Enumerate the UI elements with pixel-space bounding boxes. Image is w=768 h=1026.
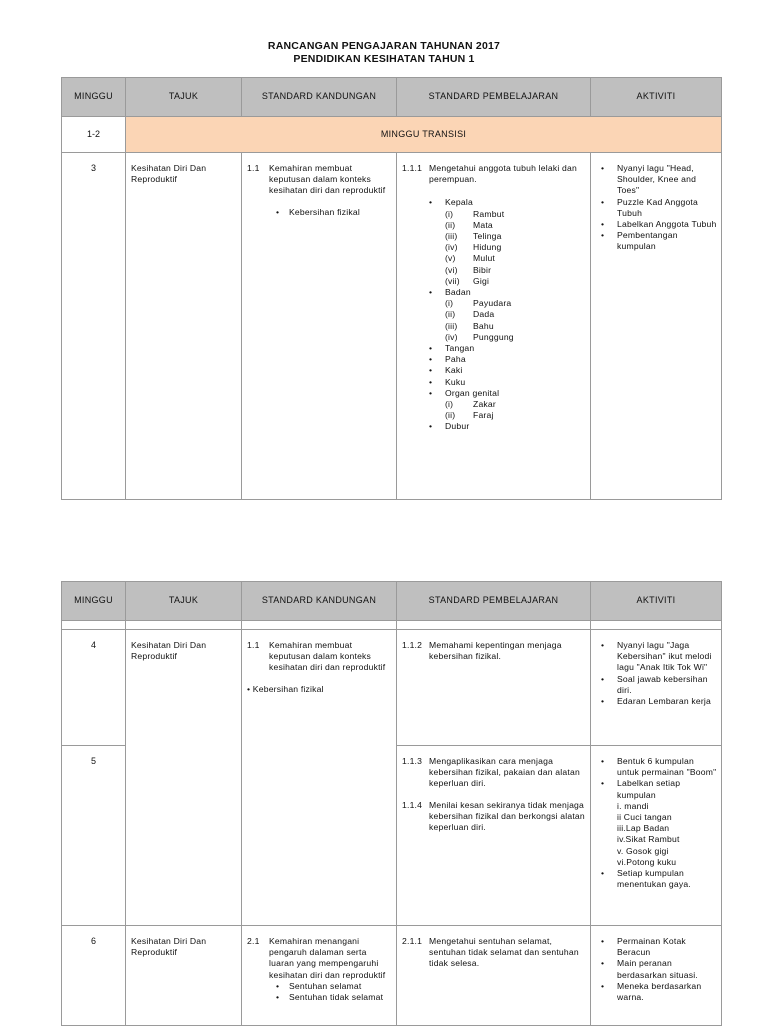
- sp-sub-list: [445, 399, 586, 421]
- sp-list-item: [424, 343, 586, 354]
- sk-bullet: • Kebersihan fizikal: [271, 207, 392, 218]
- week-cell: 5: [62, 746, 126, 926]
- aktiviti-cell: [591, 746, 722, 926]
- sk-text: Kemahiran menangani pengaruh dalaman serta luaran yang mempengaruhi kesihatan diri dan reproduktif: [269, 936, 386, 980]
- tajuk-cell: [126, 630, 242, 926]
- header-standard-kandungan: STANDARD KANDUNGAN: [242, 582, 397, 621]
- sp-list-item: [424, 421, 586, 432]
- aktiviti-cell: [591, 153, 722, 500]
- aktiviti-item: • Meneka berdasarkan warna.: [596, 981, 717, 1003]
- aktiviti-item: • Edaran Lembaran kerja: [596, 696, 717, 707]
- header-tajuk: TAJUK: [126, 582, 242, 621]
- header-standard-kandungan: STANDARD KANDUNGAN: [242, 78, 397, 117]
- aktiviti-item: • Nyanyi lagu "Head, Shoulder, Knee and Toes": [596, 163, 717, 197]
- sk-text: Kemahiran membuat keputusan dalam konteks kesihatan diri dan reproduktif: [269, 163, 386, 196]
- aktiviti-item: • Nyanyi lagu "Jaga Kebersihan" ikut melodi lagu "Anak Itik Tok Wi": [596, 640, 717, 674]
- sp-item-label: Dubur: [445, 421, 470, 432]
- sp-sub-item: [445, 321, 586, 332]
- week-cell: 1-2: [62, 117, 126, 153]
- sp-list-item: [424, 354, 586, 365]
- aktiviti-list: [596, 936, 717, 1003]
- sp-cell: [397, 630, 591, 746]
- table-row-week-3: [62, 153, 722, 500]
- tajuk-cell: [126, 153, 242, 500]
- sp-number: 1.1.4: [402, 799, 423, 810]
- sp-cell: [397, 926, 591, 1026]
- sp-item-label: Organ genital: [445, 387, 500, 398]
- aktiviti-item: • Labelkan Anggota Tubuh: [596, 219, 717, 230]
- aktiviti-item: • Labelkan setiap kumpulan i. mandi ii Cuci tangan iii.Lap Badan iv.Sikat Rambut v. Gosok gigi vi.Potong kuku: [596, 778, 717, 868]
- header-minggu: MINGGU: [62, 582, 126, 621]
- aktiviti-list: [596, 163, 717, 253]
- sp-sub-item: [445, 309, 586, 320]
- plan-table-1: [61, 77, 722, 500]
- sp-sub-list: [445, 298, 586, 343]
- sp-text: Memahami kepentingan menjaga kebersihan fizikal.: [429, 640, 562, 662]
- sp-sub-text: Dada: [473, 309, 495, 320]
- sp-item-label: Paha: [445, 354, 466, 365]
- sp-number: 2.1.1: [402, 936, 423, 946]
- header-minggu: MINGGU: [62, 78, 126, 117]
- aktiviti-list: [596, 756, 717, 890]
- table-header-row: [62, 78, 722, 117]
- sp-sub-text: Telinga: [473, 231, 502, 242]
- sp-sub-numeral: (ii): [445, 309, 456, 320]
- header-standard-pembelajaran: STANDARD PEMBELAJARAN: [397, 78, 591, 117]
- sp-sub-item: [445, 265, 586, 276]
- tajuk-text: Kesihatan Diri Dan Reproduktif: [131, 936, 207, 958]
- sp-number: 1.1.3: [402, 756, 423, 766]
- sp-sub-item: [445, 209, 586, 220]
- aktiviti-sub-item: iii.Lap Badan: [617, 823, 670, 834]
- sp-text: Mengaplikasikan cara menjaga kebersihan fizikal, pakaian dan alatan keperluan diri.: [429, 756, 580, 789]
- sk-bullet: • Kebersihan fizikal: [247, 683, 324, 694]
- aktiviti-sub-item: ii Cuci tangan: [617, 812, 672, 823]
- sk-number: 1.1: [247, 640, 260, 650]
- week-cell: 4: [62, 630, 126, 746]
- aktiviti-sub-item: iv.Sikat Rambut: [617, 834, 680, 845]
- sp-sub-text: Mata: [473, 219, 493, 230]
- sp-list-item: [424, 388, 586, 422]
- sp-sub-numeral: (iv): [445, 331, 458, 342]
- sk-cell: [242, 630, 397, 926]
- sp-item-label: Tangan: [445, 343, 475, 354]
- sp-item-label: Kepala: [445, 197, 473, 208]
- header-aktiviti: AKTIVITI: [591, 78, 722, 117]
- sp-sub-numeral: (i): [445, 298, 454, 309]
- sp-sub-text: Payudara: [473, 298, 512, 309]
- sp-sub-text: Rambut: [473, 208, 505, 219]
- sp-sub-text: Gigi: [473, 275, 490, 286]
- aktiviti-sub-list: [617, 801, 717, 868]
- table-row-transisi: [62, 117, 722, 153]
- sp-sub-numeral: (iii): [445, 320, 458, 331]
- sp-sub-list: [445, 209, 586, 287]
- table-row-week-6: [62, 926, 722, 1026]
- table-row-week-4: [62, 630, 722, 746]
- sp-cell: [397, 153, 591, 500]
- aktiviti-cell: [591, 926, 722, 1026]
- sp-sub-numeral: (ii): [445, 219, 456, 230]
- sp-text: Mengetahui sentuhan selamat, sentuhan tidak selamat dan sentuhan tidak selesa.: [429, 936, 579, 969]
- sp-sub-text: Faraj: [473, 410, 494, 421]
- tajuk-text: Kesihatan Diri Dan Reproduktif: [131, 640, 207, 662]
- sp-sub-numeral: (vii): [445, 275, 460, 286]
- sp-sub-numeral: (i): [445, 399, 454, 410]
- sp-text: Mengetahui anggota tubuh lelaki dan perempuan.: [429, 163, 577, 185]
- sk-cell: [242, 153, 397, 500]
- spacer-row: [62, 621, 722, 630]
- sp-sub-numeral: (iv): [445, 242, 458, 253]
- transisi-label: MINGGU TRANSISI: [126, 117, 722, 153]
- sp-sub-numeral: (v): [445, 253, 456, 264]
- aktiviti-cell: [591, 630, 722, 746]
- aktiviti-item: • Permainan Kotak Beracun: [596, 936, 717, 958]
- sp-sub-numeral: (i): [445, 208, 454, 219]
- sk-bullet: • Sentuhan tidak selamat: [271, 992, 392, 1003]
- sk-number: 2.1: [247, 936, 260, 946]
- sp-sub-item: [445, 242, 586, 253]
- sp-sub-item: [445, 253, 586, 264]
- sp-list-item: [424, 377, 586, 388]
- sk-bullet: • Sentuhan selamat: [271, 981, 392, 992]
- sp-item-list: [402, 197, 586, 432]
- sp-sub-text: Punggung: [473, 331, 514, 342]
- aktiviti-item: • Pembentangan kumpulan: [596, 230, 717, 252]
- sp-cell: [397, 746, 591, 926]
- sp-list-item: [424, 287, 586, 343]
- aktiviti-sub-item: i. mandi: [617, 800, 649, 811]
- sp-sub-text: Mulut: [473, 253, 496, 264]
- table-header-row: [62, 582, 722, 621]
- sp-sub-text: Hidung: [473, 242, 502, 253]
- sk-cell: [242, 926, 397, 1026]
- sp-sub-item: [445, 332, 586, 343]
- sk-number: 1.1: [247, 163, 260, 173]
- header-standard-pembelajaran: STANDARD PEMBELAJARAN: [397, 582, 591, 621]
- sp-sub-item: [445, 231, 586, 242]
- document-subtitle: PENDIDIKAN KESIHATAN TAHUN 1: [293, 53, 475, 65]
- aktiviti-item: • Main peranan berdasarkan situasi.: [596, 958, 717, 980]
- tajuk-text: Kesihatan Diri Dan Reproduktif: [131, 163, 207, 185]
- aktiviti-list: [596, 640, 717, 707]
- header-aktiviti: AKTIVITI: [591, 582, 722, 621]
- sp-item-label: Kuku: [445, 376, 466, 387]
- sp-sub-item: [445, 410, 586, 421]
- sp-sub-text: Bahu: [473, 320, 494, 331]
- sp-sub-text: Zakar: [473, 399, 496, 410]
- sp-sub-numeral: (iii): [445, 231, 458, 242]
- sp-sub-item: [445, 298, 586, 309]
- sp-sub-numeral: (vi): [445, 264, 458, 275]
- document-title: RANCANGAN PENGAJARAN TAHUNAN 2017: [267, 40, 501, 52]
- week-cell: 6: [62, 926, 126, 1026]
- aktiviti-item: • Puzzle Kad Anggota Tubuh: [596, 197, 717, 219]
- sp-item-label: Kaki: [445, 365, 463, 376]
- aktiviti-item: • Soal jawab kebersihan diri.: [596, 674, 717, 696]
- week-cell: 3: [62, 153, 126, 500]
- sp-text: Menilai kesan sekiranya tidak menjaga kebersihan fizikal dan berkongsi alatan keperluan diri.: [429, 799, 585, 833]
- sp-sub-numeral: (ii): [445, 410, 456, 421]
- header-tajuk: TAJUK: [126, 78, 242, 117]
- aktiviti-item: • Setiap kumpulan menentukan gaya.: [596, 868, 717, 890]
- tajuk-cell: [126, 926, 242, 1026]
- sp-number: 1.1.1: [402, 163, 423, 173]
- sp-list-item: [424, 365, 586, 376]
- sp-sub-item: [445, 276, 586, 287]
- aktiviti-sub-item: vi.Potong kuku: [617, 856, 677, 867]
- aktiviti-sub-item: v. Gosok gigi: [617, 845, 669, 856]
- sp-sub-item: [445, 399, 586, 410]
- sp-sub-item: [445, 220, 586, 231]
- sp-number: 1.1.2: [402, 640, 423, 650]
- plan-table-2: [61, 581, 722, 1026]
- sk-text: Kemahiran membuat keputusan dalam konteks kesihatan diri dan reproduktif: [269, 640, 386, 673]
- sp-sub-text: Bibir: [473, 264, 492, 275]
- sp-list-item: [424, 197, 586, 287]
- aktiviti-item: • Bentuk 6 kumpulan untuk permainan "Boom": [596, 756, 717, 778]
- sp-item-label: Badan: [445, 287, 471, 298]
